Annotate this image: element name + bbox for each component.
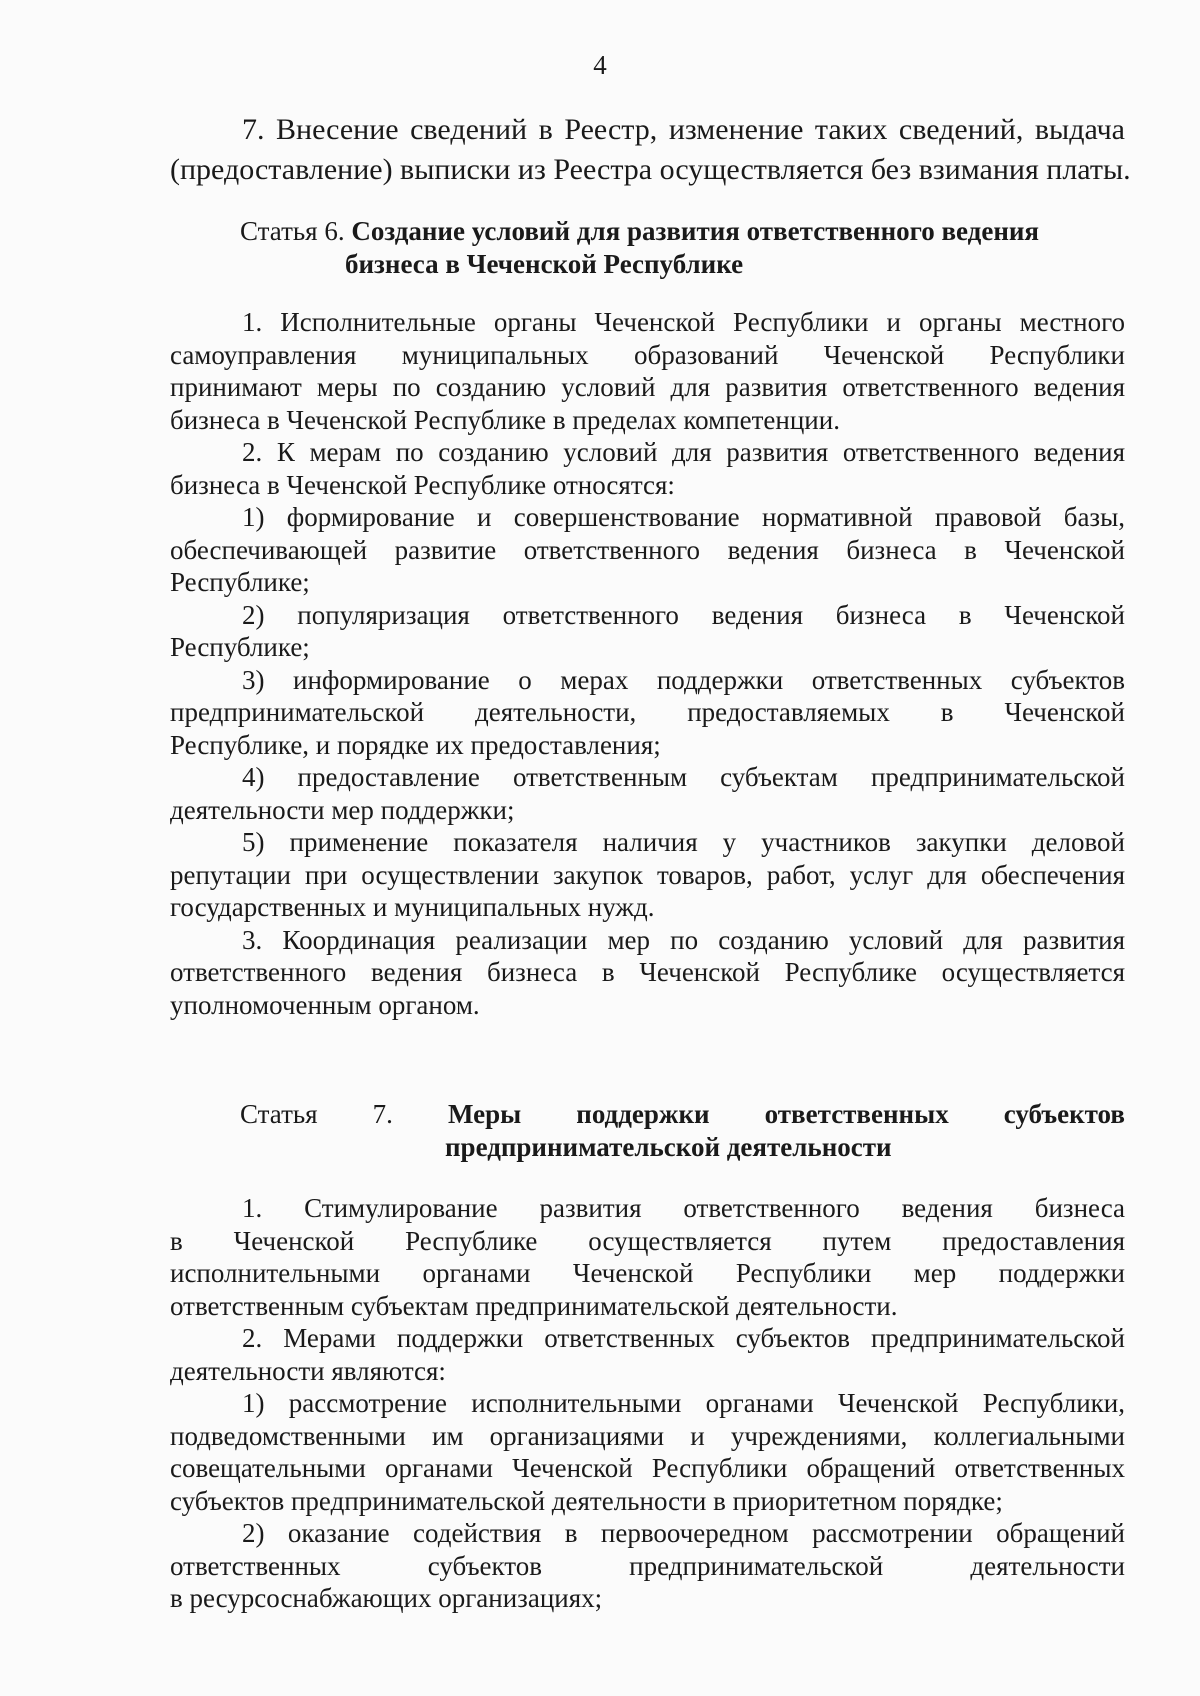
text-line: в Чеченской Республике осуществляется путем предоставления — [170, 1225, 1125, 1256]
article-6-title-line1: Создание условий для развития ответственного ведения — [351, 216, 1040, 246]
text-line: самоуправления муниципальных образований Чеченской Республики — [170, 339, 1125, 370]
text-line: (предоставление) выписки из Реестра осуществляется без взимания платы. — [170, 153, 1131, 186]
article-6-label: Статья 6. — [240, 216, 345, 246]
article-7-body — [170, 1192, 1125, 1615]
text-line: 1) рассмотрение исполнительными органами Чеченской Республики, — [242, 1388, 1125, 1418]
article-7-title-line2: предпринимательской деятельности — [445, 1132, 892, 1162]
page-number: 4 — [593, 50, 607, 80]
text-line: деятельности являются: — [170, 1355, 446, 1386]
text-line: подведомственными им организациями и учреждениями, коллегиальными — [170, 1420, 1125, 1451]
article-7-title-word: субъектов — [1003, 1099, 1125, 1129]
text-line: 3. Координация реализации мер по созданию условий для развития — [242, 924, 1125, 955]
text-line: уполномоченным органом. — [170, 989, 480, 1020]
article-6-title-line2: бизнеса в Чеченской Республике — [345, 249, 744, 279]
text-line: 2) оказание содействия в первоочередном рассмотрении обращений — [242, 1518, 1125, 1548]
text-line: ответственного ведения бизнеса в Чеченской Республике осуществляется — [170, 957, 1125, 987]
text-line: Республике; — [170, 632, 310, 662]
article-7-title-word: поддержки — [576, 1099, 710, 1129]
article-6-heading — [240, 215, 1125, 281]
text-line: 5) применение показателя наличия у участников закупки деловой — [242, 827, 1125, 857]
article-7-label-num: 7. — [372, 1099, 393, 1129]
text-line: Республике, и порядке их предоставления; — [170, 729, 661, 760]
text-line: принимают меры по созданию условий для развития ответственного ведения — [170, 372, 1125, 402]
text-line: предпринимательской деятельности, предоставляемых в Чеченской — [170, 697, 1125, 727]
article-7-title-word: Меры — [447, 1099, 522, 1129]
text-line: бизнеса в Чеченской Республике в пределах компетенции. — [170, 404, 840, 435]
text-line: 1. Исполнительные органы Чеченской Республики и органы местного — [242, 307, 1125, 337]
text-line: бизнеса в Чеченской Республике относятся: — [170, 469, 675, 500]
text-line: репутации при осуществлении закупок товаров, работ, услуг для обеспечения — [170, 859, 1125, 890]
text-line: деятельности мер поддержки; — [170, 794, 515, 825]
text-line: 2. К мерам по созданию условий для развития ответственного ведения — [242, 437, 1125, 467]
text-line: исполнительными органами Чеченской Республики мер поддержки — [170, 1258, 1125, 1288]
intro-paragraph — [170, 110, 1131, 190]
text-line: совещательными органами Чеченской Республики обращений ответственных — [170, 1453, 1125, 1483]
text-line: 2) популяризация ответственного ведения бизнеса в Чеченской — [242, 599, 1125, 630]
text-line: 4) предоставление ответственным субъектам предпринимательской — [242, 762, 1125, 792]
text-line: обеспечивающей развитие ответственного ведения бизнеса в Чеченской — [170, 534, 1125, 565]
article-7-heading — [240, 1098, 1125, 1164]
text-line: Республике; — [170, 567, 310, 597]
text-line: субъектов предпринимательской деятельности в приоритетном порядке; — [170, 1485, 1003, 1516]
text-line: 1) формирование и совершенствование нормативной правовой базы, — [242, 502, 1125, 532]
article-7-label-word: Статья — [240, 1099, 318, 1129]
text-line: 2. Мерами поддержки ответственных субъектов предпринимательской — [242, 1323, 1125, 1353]
text-line: 1. Стимулирование развития ответственного ведения бизнеса — [242, 1193, 1125, 1223]
article-6-body — [170, 306, 1125, 1021]
text-line: в ресурсоснабжающих организациях; — [170, 1583, 603, 1613]
text-line: 7. Внесение сведений в Реестр, изменение таких сведений, выдача — [242, 113, 1125, 146]
text-line: государственных и муниципальных нужд. — [170, 892, 655, 922]
text-line: ответственным субъектам предпринимательской деятельности. — [170, 1290, 898, 1321]
article-7-title-word: ответственных — [764, 1099, 949, 1129]
text-line: ответственных субъектов предпринимательской деятельности — [170, 1550, 1125, 1581]
text-line: 3) информирование о мерах поддержки ответственных субъектов — [242, 664, 1125, 695]
